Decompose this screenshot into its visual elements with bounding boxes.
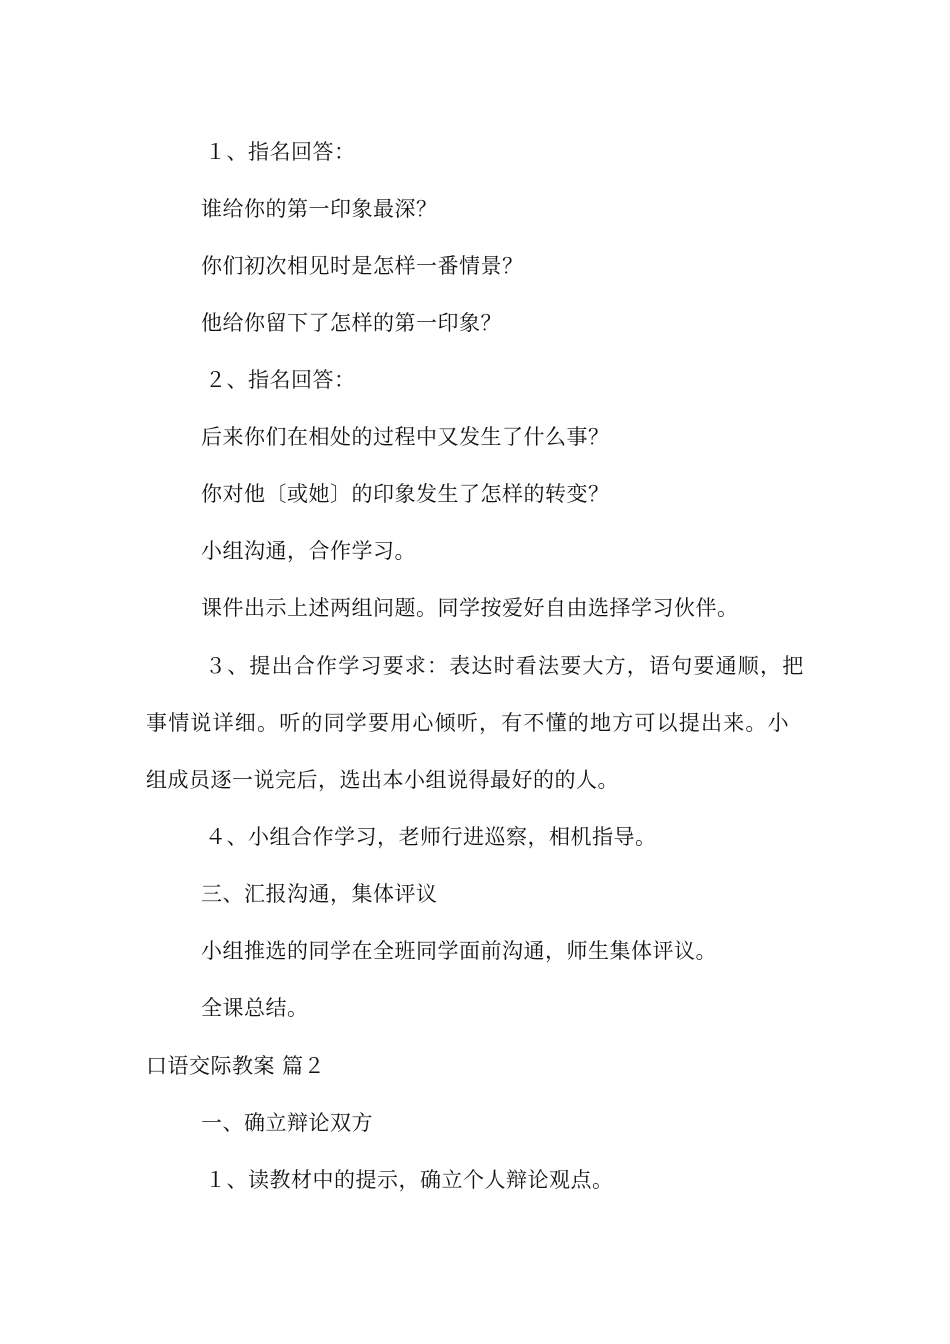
paragraph-line: ２、指名回答： — [205, 368, 356, 392]
paragraph-line: 课件出示上述两组问题。同学按爱好自由选择学习伙伴。 — [201, 596, 739, 620]
paragraph-line: １、指名回答： — [205, 140, 356, 164]
paragraph-line: ４、小组合作学习，老师行进巡察，相机指导。 — [205, 825, 657, 849]
paragraph-line: 小组沟通，合作学习。 — [201, 539, 416, 563]
paragraph-line: ３、提出合作学习要求：表达时看法要大方，语句要通顺，把 — [205, 654, 805, 678]
document-title: 口语交际教案 篇２ — [146, 1054, 326, 1078]
paragraph-line: 后来你们在相处的过程中又发生了什么事？ — [201, 425, 610, 449]
paragraph-line: 事情说详细。听的同学要用心倾听，有不懂的地方可以提出来。小 — [146, 711, 790, 735]
paragraph-line: 你对他〔或她〕的印象发生了怎样的转变？ — [201, 482, 610, 506]
paragraph-line: １、读教材中的提示，确立个人辩论观点。 — [205, 1168, 614, 1192]
paragraph-line: 全课总结。 — [201, 996, 309, 1020]
paragraph-line: 他给你留下了怎样的第一印象？ — [201, 311, 502, 335]
paragraph-line: 组成员逐一说完后，选出本小组说得最好的的人。 — [146, 768, 619, 792]
paragraph-line: 小组推选的同学在全班同学面前沟通，师生集体评议。 — [201, 939, 717, 963]
paragraph-line: 谁给你的第一印象最深？ — [201, 197, 438, 221]
paragraph-line: 你们初次相见时是怎样一番情景？ — [201, 254, 524, 278]
section-heading: 三、汇报沟通，集体评议 — [201, 882, 438, 906]
section-heading: 一、确立辩论双方 — [201, 1111, 373, 1135]
